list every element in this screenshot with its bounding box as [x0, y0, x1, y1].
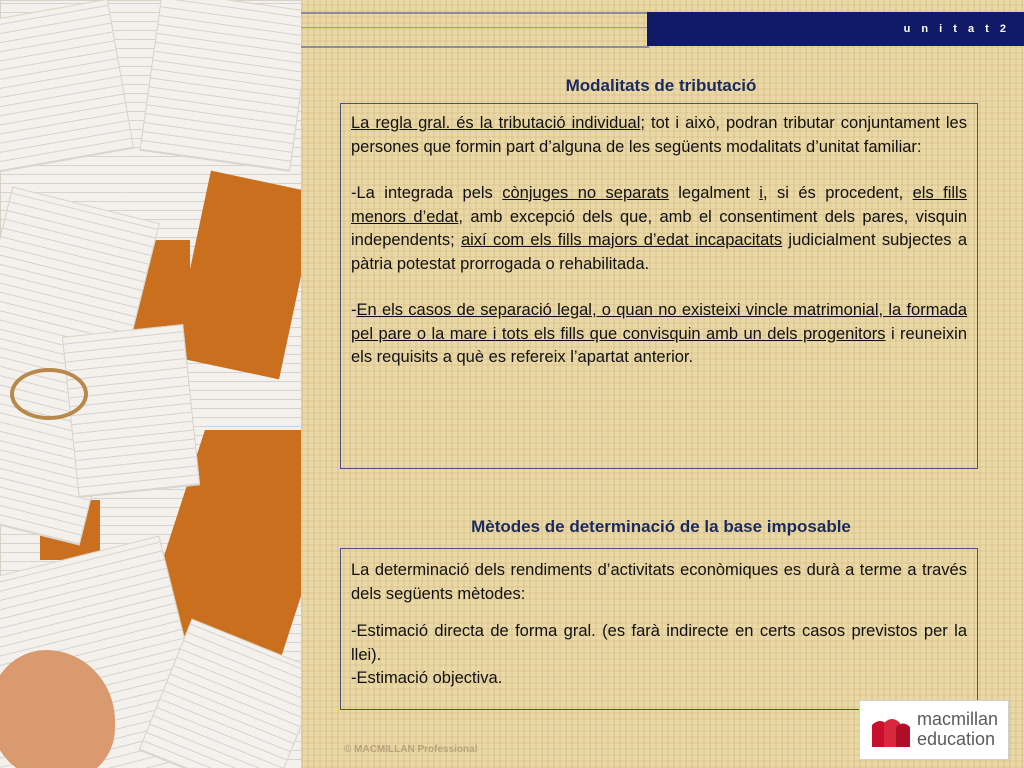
slide-content: [301, 0, 1024, 768]
macmillan-mark-icon: [870, 713, 912, 749]
unit-label: u n i t a t 2: [903, 23, 1010, 35]
paragraph-estimacio-directa: -Estimació directa de forma gral. (es farà indirecte en certs casos previstos per la llei).: [351, 622, 967, 664]
macmillan-logo: [859, 700, 1009, 760]
logo-line-education: education: [917, 729, 996, 749]
header-lines: [301, 12, 649, 48]
section-title-metodes: Mètodes de determinació de la base imposable: [471, 517, 851, 536]
paragraph-estimacio-objectiva: -Estimació objectiva.: [351, 669, 503, 687]
copyright-text: © MACMILLAN Professional: [344, 744, 478, 755]
paragraph-integrada: -La integrada pels cònjuges no separats legalment i, si és procedent, els fills menors d’edat, amb excepció dels que, amb el consentiment dels pares, visquin independents; així com els fills majors d’edat incapacitats judicialment subjectes a pàtria potestat prorrogada o rehabilitada.: [351, 184, 967, 273]
paragraph-determinacio: La determinació dels rendiments d’activitats econòmiques es durà a terme a través dels següents mètodes:: [351, 561, 967, 603]
glasses-image: [10, 368, 88, 420]
section-title-modalitats: Modalitats de tributació: [565, 76, 757, 95]
unit-header-bar: [647, 12, 1024, 46]
text-box-metodes: [340, 548, 978, 710]
text-box-modalitats: [340, 103, 978, 469]
background-photo: [0, 0, 301, 768]
paragraph-separacio: -En els casos de separació legal, o quan no existeixi vincle matrimonial, la formada pel pare o la mare i tots els fills que convisquin amb un dels progenitors i reuneixin els requisits a què es refereix l’apartat anterior.: [351, 301, 968, 366]
paragraph-regla: La regla gral. és la tributació individual; tot i això, podran tributar conjuntament les persones que formin part d’alguna de les següents modalitats d’unitat familiar:: [351, 114, 967, 156]
logo-line-macmillan: macmillan: [917, 709, 999, 729]
